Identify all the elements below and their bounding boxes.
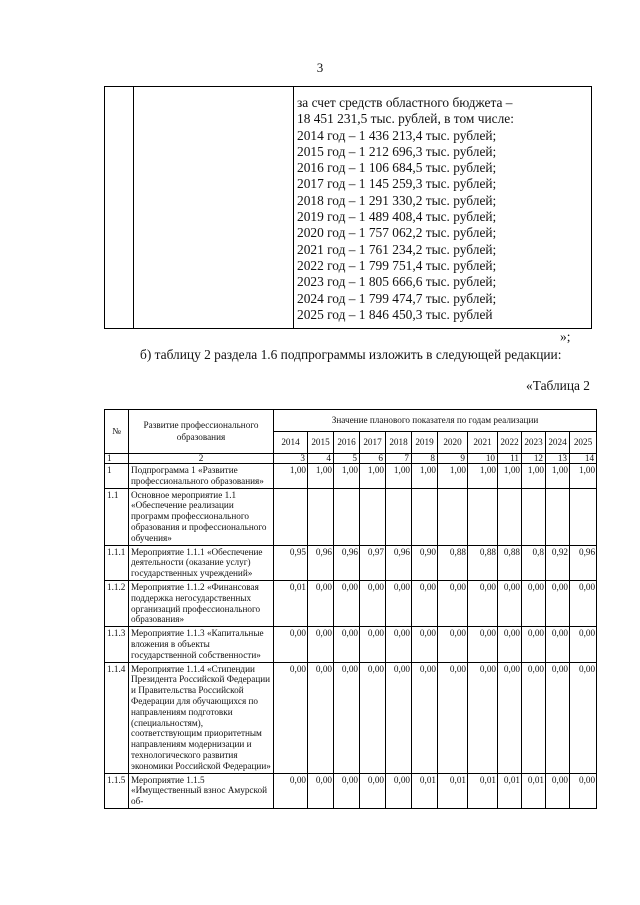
year-header: 2021 (468, 432, 498, 454)
row-value: 1,00 (546, 464, 570, 489)
column-number: 14 (570, 454, 597, 464)
row-value: 0,00 (546, 773, 570, 808)
row-value: 0,00 (412, 580, 438, 626)
row-value: 1,00 (468, 464, 498, 489)
year-header: 2022 (498, 432, 522, 454)
row-value: 0,00 (308, 773, 334, 808)
row-value (274, 488, 308, 545)
row-value: 0,00 (570, 580, 597, 626)
column-number: 13 (546, 454, 570, 464)
row-name: Мероприятие 1.1.1 «Обеспечение деятельности (оказание услуг) государственных учреждений» (129, 545, 274, 580)
funding-line: 2014 год – 1 436 213,4 тыс. рублей; (297, 127, 497, 143)
row-value (468, 488, 498, 545)
row-value: 0,00 (412, 662, 438, 773)
row-number: 1.1.2 (105, 580, 129, 626)
column-number: 7 (386, 454, 412, 464)
row-value: 0,01 (412, 773, 438, 808)
row-value: 0,00 (468, 627, 498, 662)
row-value: 0,00 (546, 662, 570, 773)
row-value: 0,95 (274, 545, 308, 580)
row-value (412, 488, 438, 545)
amendment-paragraph: б) таблицу 2 раздела 1.6 подпрограммы изложить в следующей редакции: (140, 347, 562, 362)
row-value: 0,00 (498, 662, 522, 773)
row-value: 0,00 (546, 627, 570, 662)
year-header: 2014 (274, 432, 308, 454)
row-name: Мероприятие 1.1.5 «Имущественный взнос Амурской об- (129, 773, 274, 808)
row-value: 0,88 (438, 545, 468, 580)
row-value: 0,00 (570, 773, 597, 808)
row-value: 1,00 (570, 464, 597, 489)
funding-line: 2023 год – 1 805 666,6 тыс. рублей; (297, 274, 497, 290)
row-value (334, 488, 360, 545)
funding-line: 2022 год – 1 799 751,4 тыс. рублей; (297, 257, 497, 273)
table-row (105, 773, 597, 808)
table-row (105, 464, 597, 489)
row-value: 0,00 (274, 662, 308, 773)
row-value: 0,00 (360, 773, 386, 808)
year-header: 2023 (522, 432, 546, 454)
row-value: 0,00 (570, 662, 597, 773)
row-value: 0,8 (522, 545, 546, 580)
row-value: 0,01 (438, 773, 468, 808)
header-number: № (105, 410, 129, 454)
row-value: 0,00 (522, 627, 546, 662)
table-row (105, 627, 597, 662)
row-number: 1 (105, 464, 129, 489)
row-value: 0,00 (334, 662, 360, 773)
column-number: 12 (522, 454, 546, 464)
header-name: Развитие профессионального образования (129, 410, 274, 454)
funding-table-col-1 (105, 87, 134, 328)
funding-line: за счет средств областного бюджета – (297, 95, 513, 110)
row-value: 0,00 (386, 773, 412, 808)
funding-table (104, 86, 592, 329)
row-value (498, 488, 522, 545)
row-value: 0,01 (468, 773, 498, 808)
row-number: 1.1.1 (105, 545, 129, 580)
funding-line: 18 451 231,5 тыс. рублей, в том числе: (297, 111, 514, 127)
row-value: 0,00 (438, 662, 468, 773)
row-value: 0,90 (412, 545, 438, 580)
year-header: 2020 (438, 432, 468, 454)
year-header: 2019 (412, 432, 438, 454)
row-value: 1,00 (498, 464, 522, 489)
funding-line: 2017 год – 1 145 259,3 тыс. рублей; (297, 176, 497, 192)
funding-line: 2020 год – 1 757 062,2 тыс. рублей; (297, 225, 497, 241)
closing-quote: »; (560, 329, 571, 344)
row-value: 0,00 (468, 662, 498, 773)
row-number: 1.1.5 (105, 773, 129, 808)
column-number: 1 (105, 454, 129, 464)
funding-line: 2018 год – 1 291 330,2 тыс. рублей; (297, 192, 497, 208)
row-value: 1,00 (274, 464, 308, 489)
column-number: 11 (498, 454, 522, 464)
row-value: 1,00 (522, 464, 546, 489)
row-value: 1,00 (360, 464, 386, 489)
column-number: 4 (308, 454, 334, 464)
table-row (105, 488, 597, 545)
row-value: 1,00 (308, 464, 334, 489)
column-number: 9 (438, 454, 468, 464)
year-header: 2018 (386, 432, 412, 454)
year-header: 2025 (570, 432, 597, 454)
row-value: 0,00 (274, 773, 308, 808)
row-value: 0,00 (386, 580, 412, 626)
row-value: 0,00 (522, 662, 546, 773)
row-value: 0,00 (386, 627, 412, 662)
row-value: 0,00 (498, 580, 522, 626)
year-header: 2016 (334, 432, 360, 454)
row-number: 1.1.3 (105, 627, 129, 662)
row-value: 0,00 (360, 580, 386, 626)
funding-line: 2021 год – 1 761 234,2 тыс. рублей; (297, 241, 497, 257)
row-value: 0,00 (308, 627, 334, 662)
row-value (546, 488, 570, 545)
row-value: 0,00 (386, 662, 412, 773)
row-name: Мероприятие 1.1.2 «Финансовая поддержка негосударственных организаций профессионального образования» (129, 580, 274, 626)
funding-line: 2015 год – 1 212 696,3 тыс. рублей; (297, 143, 497, 159)
header-group: Значение планового показателя по годам реализации (274, 410, 597, 432)
table-caption: «Таблица 2 (526, 378, 590, 393)
row-value: 0,00 (412, 627, 438, 662)
row-value: 0,00 (522, 580, 546, 626)
row-value: 0,96 (308, 545, 334, 580)
table-row (105, 545, 597, 580)
row-value: 0,00 (438, 580, 468, 626)
row-value: 0,00 (274, 627, 308, 662)
row-value: 0,88 (498, 545, 522, 580)
row-value (360, 488, 386, 545)
year-header: 2024 (546, 432, 570, 454)
indicators-table (104, 409, 597, 809)
row-name: Мероприятие 1.1.3 «Капитальные вложения в объекты государственной собственности» (129, 627, 274, 662)
row-value (438, 488, 468, 545)
column-number: 3 (274, 454, 308, 464)
row-value: 0,00 (360, 662, 386, 773)
row-value: 0,00 (570, 627, 597, 662)
row-value (308, 488, 334, 545)
row-number: 1.1 (105, 488, 129, 545)
row-value: 0,01 (522, 773, 546, 808)
row-value (570, 488, 597, 545)
row-value: 0,00 (334, 773, 360, 808)
row-value (522, 488, 546, 545)
row-value: 0,00 (308, 662, 334, 773)
column-number: 6 (360, 454, 386, 464)
row-value: 1,00 (386, 464, 412, 489)
row-name: Подпрограмма 1 «Развитие профессионального образования» (129, 464, 274, 489)
funding-table-col-2 (134, 87, 294, 328)
row-value: 1,00 (438, 464, 468, 489)
row-value: 0,96 (334, 545, 360, 580)
row-value: 0,00 (438, 627, 468, 662)
row-value: 0,00 (334, 580, 360, 626)
funding-line: 2016 год – 1 106 684,5 тыс. рублей; (297, 160, 497, 176)
row-value: 0,92 (546, 545, 570, 580)
table-row (105, 662, 597, 773)
year-header: 2017 (360, 432, 386, 454)
row-value: 0,96 (386, 545, 412, 580)
row-value: 0,00 (468, 580, 498, 626)
column-number: 5 (334, 454, 360, 464)
row-value: 0,88 (468, 545, 498, 580)
column-number: 10 (468, 454, 498, 464)
funding-line: 2019 год – 1 489 408,4 тыс. рублей; (297, 209, 497, 225)
page-number: 3 (316, 60, 324, 75)
row-value: 0,96 (570, 545, 597, 580)
row-value: 1,00 (412, 464, 438, 489)
funding-line: 2024 год – 1 799 474,7 тыс. рублей; (297, 290, 497, 306)
row-number: 1.1.4 (105, 662, 129, 773)
funding-line: 2025 год – 1 846 450,3 тыс. рублей (297, 306, 493, 322)
row-name: Основное мероприятие 1.1 «Обеспечение реализации программ профессионального образования и профессионального обучения» (129, 488, 274, 545)
row-value: 0,00 (546, 580, 570, 626)
row-value: 0,00 (308, 580, 334, 626)
column-number: 2 (129, 454, 274, 464)
row-value: 0,01 (498, 773, 522, 808)
row-name: Мероприятие 1.1.4 «Стипендии Президента Российской Федерации и Правительства Российской Федерации для обучающихся по направлениям подготовки (специальностям), соответствующим приоритетным направлениям модернизации и технологического развития экономики Российской Федерации» (129, 662, 274, 773)
table-row (105, 580, 597, 626)
row-value: 0,01 (274, 580, 308, 626)
year-header: 2015 (308, 432, 334, 454)
row-value: 1,00 (334, 464, 360, 489)
row-value: 0,00 (498, 627, 522, 662)
row-value: 0,00 (334, 627, 360, 662)
row-value: 0,97 (360, 545, 386, 580)
row-value: 0,00 (360, 627, 386, 662)
row-value (386, 488, 412, 545)
column-number: 8 (412, 454, 438, 464)
funding-text (297, 95, 587, 323)
